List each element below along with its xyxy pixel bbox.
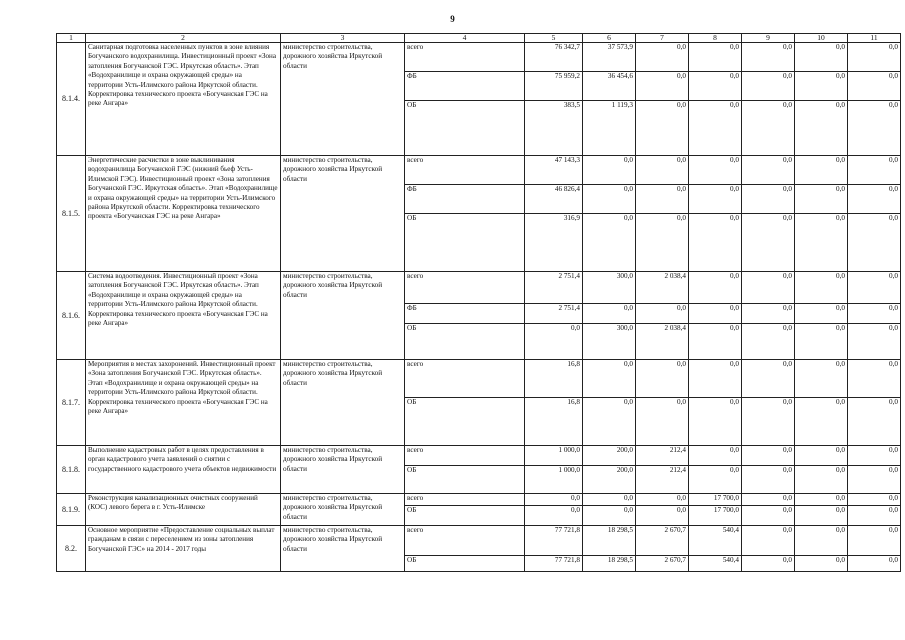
value-cell: 18 298,5 bbox=[583, 556, 636, 572]
value-cell: 0,0 bbox=[742, 506, 795, 526]
activity-name: Выполнение кадастровых работ в целях предоставления в орган кадастрового учета заявлений о снятии с государственного кадастрового учета объектов недвижимости bbox=[86, 446, 281, 494]
value-cell: 0,0 bbox=[795, 526, 848, 556]
value-cell: 0,0 bbox=[848, 304, 901, 324]
value-cell: 212,4 bbox=[636, 446, 689, 466]
column-number: 10 bbox=[795, 34, 848, 43]
funding-source: ОБ bbox=[405, 214, 525, 272]
column-number: 8 bbox=[689, 34, 742, 43]
value-cell: 0,0 bbox=[795, 72, 848, 101]
value-cell: 0,0 bbox=[583, 304, 636, 324]
value-cell: 0,0 bbox=[689, 360, 742, 398]
value-cell: 0,0 bbox=[848, 324, 901, 360]
value-cell: 2 670,7 bbox=[636, 526, 689, 556]
value-cell: 2 751,4 bbox=[525, 272, 583, 304]
value-cell: 0,0 bbox=[636, 214, 689, 272]
activity-name: Система водоотведения. Инвестиционный проект «Зона затопления Богучанской ГЭС. Иркутская область». Этап «Водохранилище и охрана окружающей среды» на территории Усть-Илимского района Иркутской области. Корректировка технического проекта «Богучанская ГЭС на реке Ангара» bbox=[86, 272, 281, 360]
value-cell: 76 342,7 bbox=[525, 43, 583, 72]
value-cell: 0,0 bbox=[848, 101, 901, 156]
value-cell: 0,0 bbox=[583, 494, 636, 506]
activity-code: 8.1.9. bbox=[57, 494, 86, 526]
value-cell: 0,0 bbox=[525, 494, 583, 506]
value-cell: 0,0 bbox=[742, 72, 795, 101]
column-number: 9 bbox=[742, 34, 795, 43]
value-cell: 0,0 bbox=[848, 556, 901, 572]
value-cell: 0,0 bbox=[848, 214, 901, 272]
value-cell: 0,0 bbox=[636, 43, 689, 72]
value-cell: 0,0 bbox=[689, 101, 742, 156]
value-cell: 0,0 bbox=[525, 506, 583, 526]
column-number: 7 bbox=[636, 34, 689, 43]
funding-source: ФБ bbox=[405, 72, 525, 101]
value-cell: 0,0 bbox=[636, 360, 689, 398]
value-cell: 1 119,3 bbox=[583, 101, 636, 156]
value-cell: 0,0 bbox=[795, 304, 848, 324]
value-cell: 0,0 bbox=[689, 324, 742, 360]
value-cell: 0,0 bbox=[636, 506, 689, 526]
value-cell: 0,0 bbox=[636, 156, 689, 185]
column-number: 5 bbox=[525, 34, 583, 43]
activity-code: 8.1.7. bbox=[57, 360, 86, 446]
value-cell: 0,0 bbox=[742, 556, 795, 572]
value-cell: 0,0 bbox=[795, 494, 848, 506]
funding-source: ОБ bbox=[405, 506, 525, 526]
value-cell: 46 826,4 bbox=[525, 185, 583, 214]
value-cell: 0,0 bbox=[848, 272, 901, 304]
value-cell: 0,0 bbox=[636, 398, 689, 446]
value-cell: 383,5 bbox=[525, 101, 583, 156]
responsible-executor: министерство строительства, дорожного хозяйства Иркутской области bbox=[281, 526, 405, 572]
funding-source: всего bbox=[405, 446, 525, 466]
value-cell: 0,0 bbox=[848, 506, 901, 526]
funding-source: ФБ bbox=[405, 185, 525, 214]
program-financing-table bbox=[56, 33, 901, 572]
value-cell: 16,8 bbox=[525, 360, 583, 398]
activity-code: 8.2. bbox=[57, 526, 86, 572]
value-cell: 200,0 bbox=[583, 446, 636, 466]
value-cell: 0,0 bbox=[795, 506, 848, 526]
value-cell: 2 038,4 bbox=[636, 272, 689, 304]
responsible-executor: министерство строительства, дорожного хозяйства Иркутской области bbox=[281, 446, 405, 494]
value-cell: 0,0 bbox=[795, 185, 848, 214]
activity-code: 8.1.6. bbox=[57, 272, 86, 360]
table-row bbox=[57, 156, 901, 185]
funding-source: ОБ bbox=[405, 101, 525, 156]
table-row bbox=[57, 526, 901, 556]
funding-source: всего bbox=[405, 526, 525, 556]
value-cell: 17 700,0 bbox=[689, 494, 742, 506]
column-number: 11 bbox=[848, 34, 901, 43]
table-row bbox=[57, 43, 901, 72]
value-cell: 0,0 bbox=[795, 101, 848, 156]
funding-source: ОБ bbox=[405, 398, 525, 446]
activity-code: 8.1.8. bbox=[57, 446, 86, 494]
value-cell: 47 143,3 bbox=[525, 156, 583, 185]
value-cell: 1 000,0 bbox=[525, 446, 583, 466]
activity-name: Энергетические расчистки в зоне выклинивания водохранилища Богучанской ГЭС (нижний бьеф Усть-Илимской ГЭС). Инвестиционный проект «Зона затопления Богучанской ГЭС. Иркутская область». Этап «Водохранилище и охрана окружающей среды» на территории Усть-Илимского района Иркутской области. Корректировка технического проекта «Богучанская ГЭС на реке Ангара» bbox=[86, 156, 281, 272]
value-cell: 0,0 bbox=[525, 324, 583, 360]
value-cell: 2 038,4 bbox=[636, 324, 689, 360]
value-cell: 0,0 bbox=[848, 185, 901, 214]
value-cell: 0,0 bbox=[848, 526, 901, 556]
activity-code: 8.1.5. bbox=[57, 156, 86, 272]
value-cell: 1 000,0 bbox=[525, 466, 583, 494]
value-cell: 0,0 bbox=[689, 156, 742, 185]
value-cell: 0,0 bbox=[742, 526, 795, 556]
value-cell: 0,0 bbox=[689, 272, 742, 304]
page-number: 9 bbox=[450, 14, 455, 24]
table-row bbox=[57, 360, 901, 398]
value-cell: 0,0 bbox=[742, 304, 795, 324]
value-cell: 0,0 bbox=[689, 72, 742, 101]
column-number: 2 bbox=[86, 34, 281, 43]
value-cell: 212,4 bbox=[636, 466, 689, 494]
value-cell: 0,0 bbox=[583, 398, 636, 446]
activity-name: Санитарная подготовка населенных пунктов в зоне влияния Богучанского водохранилища. Инвестиционный проект «Зона затопления Богучанской ГЭС. Иркутская область». Этап «Водохранилище и охрана окружающей среды» на территории Усть-Илимского района Иркутской области. Корректировка технического проекта «Богучанская ГЭС на реке Ангара» bbox=[86, 43, 281, 156]
value-cell: 300,0 bbox=[583, 272, 636, 304]
value-cell: 0,0 bbox=[583, 360, 636, 398]
value-cell: 0,0 bbox=[742, 324, 795, 360]
value-cell: 18 298,5 bbox=[583, 526, 636, 556]
column-number: 1 bbox=[57, 34, 86, 43]
funding-source: всего bbox=[405, 360, 525, 398]
value-cell: 75 959,2 bbox=[525, 72, 583, 101]
column-number: 6 bbox=[583, 34, 636, 43]
value-cell: 0,0 bbox=[742, 43, 795, 72]
value-cell: 0,0 bbox=[636, 72, 689, 101]
funding-source: всего bbox=[405, 272, 525, 304]
responsible-executor: министерство строительства, дорожного хозяйства Иркутской области bbox=[281, 494, 405, 526]
value-cell: 0,0 bbox=[583, 214, 636, 272]
value-cell: 0,0 bbox=[583, 185, 636, 214]
value-cell: 0,0 bbox=[583, 156, 636, 185]
value-cell: 0,0 bbox=[848, 398, 901, 446]
value-cell: 0,0 bbox=[795, 398, 848, 446]
funding-source: всего bbox=[405, 156, 525, 185]
value-cell: 0,0 bbox=[742, 398, 795, 446]
value-cell: 200,0 bbox=[583, 466, 636, 494]
value-cell: 0,0 bbox=[636, 185, 689, 214]
value-cell: 0,0 bbox=[795, 360, 848, 398]
value-cell: 0,0 bbox=[689, 185, 742, 214]
value-cell: 0,0 bbox=[742, 446, 795, 466]
value-cell: 0,0 bbox=[795, 43, 848, 72]
value-cell: 0,0 bbox=[742, 272, 795, 304]
value-cell: 36 454,6 bbox=[583, 72, 636, 101]
table-row bbox=[57, 272, 901, 304]
funding-source: всего bbox=[405, 494, 525, 506]
value-cell: 0,0 bbox=[636, 494, 689, 506]
value-cell: 0,0 bbox=[742, 101, 795, 156]
value-cell: 0,0 bbox=[689, 214, 742, 272]
funding-source: ФБ bbox=[405, 304, 525, 324]
value-cell: 0,0 bbox=[795, 214, 848, 272]
value-cell: 0,0 bbox=[689, 398, 742, 446]
value-cell: 0,0 bbox=[795, 324, 848, 360]
value-cell: 0,0 bbox=[742, 185, 795, 214]
column-number: 3 bbox=[281, 34, 405, 43]
value-cell: 0,0 bbox=[636, 101, 689, 156]
funding-source: всего bbox=[405, 43, 525, 72]
value-cell: 0,0 bbox=[848, 494, 901, 506]
value-cell: 2 751,4 bbox=[525, 304, 583, 324]
value-cell: 0,0 bbox=[795, 466, 848, 494]
value-cell: 0,0 bbox=[742, 156, 795, 185]
value-cell: 77 721,8 bbox=[525, 526, 583, 556]
value-cell: 316,9 bbox=[525, 214, 583, 272]
responsible-executor: министерство строительства, дорожного хозяйства Иркутской области bbox=[281, 43, 405, 156]
responsible-executor: министерство строительства, дорожного хозяйства Иркутской области bbox=[281, 360, 405, 446]
value-cell: 0,0 bbox=[689, 304, 742, 324]
activity-code: 8.1.4. bbox=[57, 43, 86, 156]
value-cell: 0,0 bbox=[583, 506, 636, 526]
activity-name: Мероприятия в местах захоронений. Инвестиционный проект «Зона затопления Богучанской ГЭС. Иркутская область». Этап «Водохранилище и охрана окружающей среды» на территории Усть-Илимского района Иркутской области. Корректировка технического проекта «Богучанская ГЭС на реке Ангара» bbox=[86, 360, 281, 446]
responsible-executor: министерство строительства, дорожного хозяйства Иркутской области bbox=[281, 156, 405, 272]
value-cell: 77 721,8 bbox=[525, 556, 583, 572]
value-cell: 0,0 bbox=[848, 360, 901, 398]
value-cell: 0,0 bbox=[689, 43, 742, 72]
activity-name: Реконструкция канализационных очистных сооружений (КОС) левого берега в г. Усть-Илимске bbox=[86, 494, 281, 526]
value-cell: 2 670,7 bbox=[636, 556, 689, 572]
value-cell: 0,0 bbox=[848, 156, 901, 185]
value-cell: 540,4 bbox=[689, 556, 742, 572]
value-cell: 0,0 bbox=[795, 446, 848, 466]
table-row bbox=[57, 494, 901, 506]
activity-name: Основное мероприятие «Предоставление социальных выплат гражданам в связи с переселением из зоны затопления Богучанской ГЭС» на 2014 - 2017 годы bbox=[86, 526, 281, 572]
value-cell: 0,0 bbox=[742, 466, 795, 494]
funding-source: ОБ bbox=[405, 466, 525, 494]
value-cell: 0,0 bbox=[689, 446, 742, 466]
value-cell: 0,0 bbox=[742, 214, 795, 272]
column-number: 4 bbox=[405, 34, 525, 43]
value-cell: 0,0 bbox=[689, 466, 742, 494]
column-number-row bbox=[57, 34, 901, 43]
funding-source: ОБ bbox=[405, 556, 525, 572]
value-cell: 0,0 bbox=[636, 304, 689, 324]
value-cell: 540,4 bbox=[689, 526, 742, 556]
value-cell: 37 573,9 bbox=[583, 43, 636, 72]
value-cell: 0,0 bbox=[742, 360, 795, 398]
value-cell: 0,0 bbox=[848, 43, 901, 72]
value-cell: 16,8 bbox=[525, 398, 583, 446]
value-cell: 0,0 bbox=[795, 272, 848, 304]
value-cell: 0,0 bbox=[742, 494, 795, 506]
funding-source: ОБ bbox=[405, 324, 525, 360]
value-cell: 0,0 bbox=[795, 556, 848, 572]
value-cell: 0,0 bbox=[848, 466, 901, 494]
value-cell: 17 700,0 bbox=[689, 506, 742, 526]
value-cell: 0,0 bbox=[848, 446, 901, 466]
value-cell: 300,0 bbox=[583, 324, 636, 360]
responsible-executor: министерство строительства, дорожного хозяйства Иркутской области bbox=[281, 272, 405, 360]
value-cell: 0,0 bbox=[848, 72, 901, 101]
table-row bbox=[57, 446, 901, 466]
value-cell: 0,0 bbox=[795, 156, 848, 185]
